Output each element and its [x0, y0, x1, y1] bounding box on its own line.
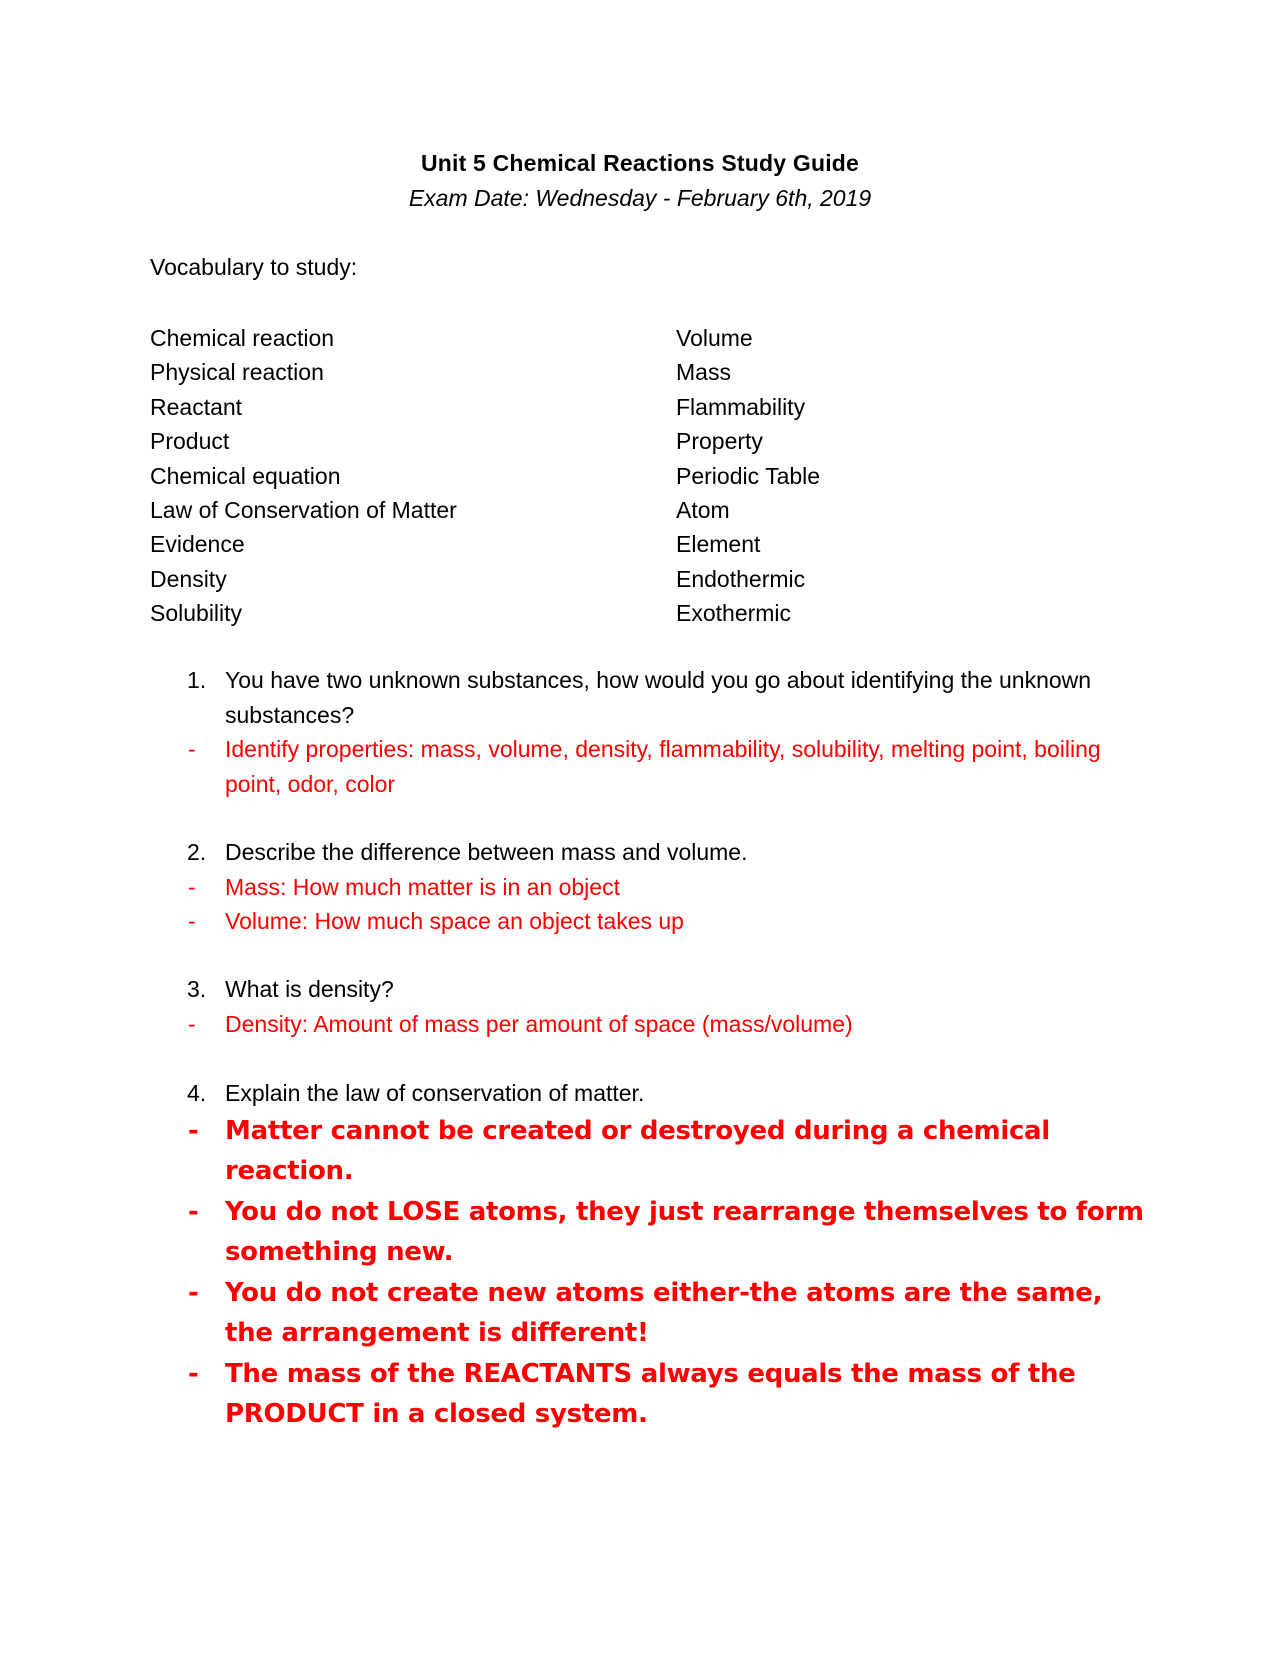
- question-number: 2.: [187, 839, 207, 865]
- vocabulary-list-left: [150, 321, 457, 631]
- vocab-term: Chemical reaction: [150, 325, 335, 351]
- vocab-term: Property: [676, 428, 763, 455]
- vocab-term: Periodic Table: [676, 462, 821, 489]
- answer-dash: -: [188, 1358, 199, 1389]
- answer-dash: -: [188, 908, 196, 934]
- vocab-term: Mass: [676, 359, 731, 386]
- vocab-term: Density: [150, 565, 227, 592]
- question-row: [150, 663, 1150, 732]
- question-text: Explain the law of conservation of matter.: [225, 1080, 645, 1106]
- answer-row: [150, 732, 1150, 801]
- answer-row: [150, 1354, 1150, 1435]
- question-2: [150, 835, 1150, 939]
- vocab-term: Exothermic: [676, 600, 792, 627]
- vocabulary-list-right: [676, 321, 820, 631]
- question-text: Describe the difference between mass and volume.: [225, 839, 748, 865]
- answer-text: Volume: How much space an object takes up: [225, 908, 684, 934]
- answer-row: [150, 904, 1150, 939]
- answer-text: You do not LOSE atoms, they just rearrange themselves to form something new.: [225, 1196, 1144, 1267]
- vocabulary-heading: Vocabulary to study:: [150, 254, 358, 280]
- vocab-term: Volume: [676, 325, 753, 351]
- question-1: [150, 663, 1150, 801]
- vocab-term: Element: [676, 531, 761, 558]
- vocab-term: Evidence: [150, 531, 245, 558]
- question-text: What is density?: [225, 976, 394, 1002]
- question-text: You have two unknown substances, how would you go about identifying the unknown substances?: [225, 667, 1092, 728]
- answer-dash: -: [188, 873, 196, 900]
- answer-row: [150, 1111, 1150, 1192]
- document-title: Unit 5 Chemical Reactions Study Guide: [420, 150, 860, 176]
- answer-row: [150, 1273, 1150, 1354]
- answer-dash: -: [188, 1115, 199, 1146]
- answer-dash: -: [188, 1196, 199, 1227]
- vocab-term: Solubility: [150, 600, 243, 627]
- vocab-term: Chemical equation: [150, 462, 341, 489]
- answer-dash: -: [188, 1277, 199, 1308]
- answer-row: [150, 1007, 1150, 1042]
- vocab-term: Reactant: [150, 393, 243, 420]
- vocab-term: Physical reaction: [150, 359, 324, 386]
- answer-row: [150, 870, 1150, 905]
- question-number: 4.: [187, 1080, 207, 1106]
- answer-text: Mass: How much matter is in an object: [225, 873, 620, 900]
- answer-text: The mass of the REACTANTS always equals the mass of the PRODUCT in a closed system.: [225, 1358, 1076, 1429]
- question-number: 3.: [187, 976, 207, 1002]
- answer-text: You do not create new atoms either-the atoms are the same, the arrangement is different!: [225, 1277, 1103, 1348]
- vocab-term: Endothermic: [676, 565, 806, 592]
- vocab-term: Flammability: [676, 393, 806, 420]
- vocab-term: Law of Conservation of Matter: [150, 496, 457, 523]
- answer-dash: -: [188, 1010, 196, 1037]
- question-row: [150, 972, 1150, 1007]
- question-row: [150, 1076, 1150, 1111]
- question-3: [150, 972, 1150, 1041]
- question-row: [150, 835, 1150, 870]
- exam-date: Exam Date: Wednesday - February 6th, 2019: [408, 185, 872, 211]
- answer-text: Density: Amount of mass per amount of space (mass/volume): [225, 1010, 853, 1037]
- vocab-term: Atom: [676, 496, 730, 523]
- question-number: 1.: [187, 667, 207, 693]
- answer-row: [150, 1192, 1150, 1273]
- answer-dash: -: [188, 736, 196, 762]
- question-4: [150, 1076, 1150, 1435]
- vocab-term: Product: [150, 428, 230, 455]
- answer-text: Identify properties: mass, volume, density, flammability, solubility, melting point, boiling point, odor, color: [225, 736, 1101, 797]
- answer-text: Matter cannot be created or destroyed during a chemical reaction.: [225, 1115, 1050, 1186]
